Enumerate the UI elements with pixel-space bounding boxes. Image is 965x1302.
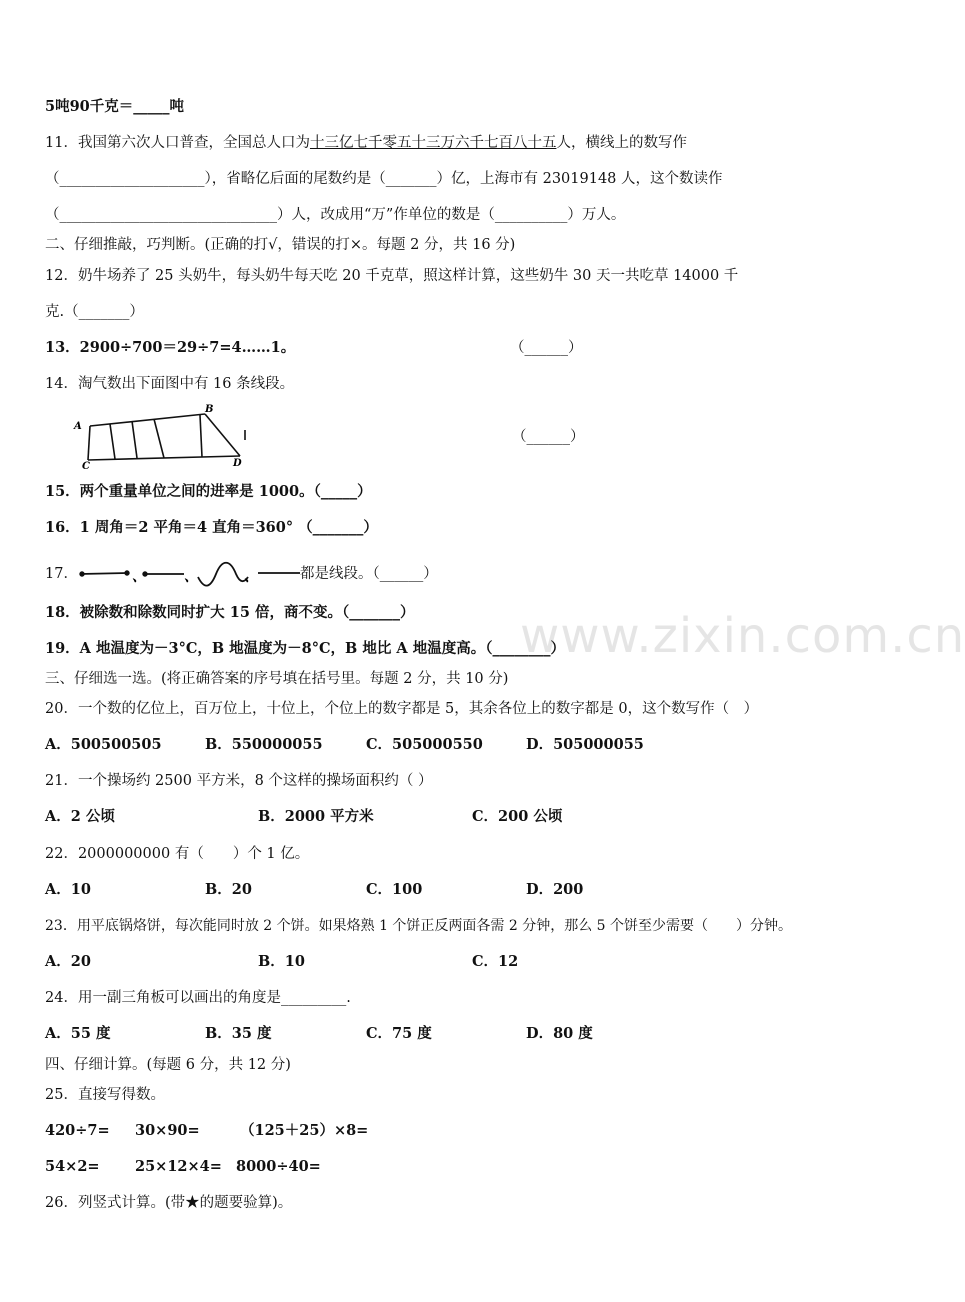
- q23: 23．用平底锅烙饼，每次能同时放 2 个饼。如果烙熟 1 个饼正反两面各需 2 分钟，那么 5 个饼至少需要（ ）分钟。: [45, 918, 793, 934]
- q21: 21．一个操场约 2500 平方米，8 个这样的操场面积约（ ）: [45, 773, 433, 789]
- q24-option-d[interactable]: D．80 度: [526, 1025, 593, 1042]
- q21-option-c[interactable]: C．200 公顷: [472, 808, 563, 825]
- q19: 19．A 地温度为－3°C，B 地温度为－8°C，B 地比 A 地温度高。（________）: [45, 640, 565, 657]
- line-segment-figure: [70, 402, 260, 472]
- q17-number: 17．: [45, 566, 78, 582]
- q11-text-a: 11．我国第六次人口普查，全国总人口为: [45, 135, 310, 151]
- q20-option-b[interactable]: B．550000055: [205, 736, 323, 753]
- q17-separator-3: 、: [243, 569, 258, 585]
- q17-text: 都是线段。（______）: [299, 566, 438, 582]
- q11-line1: [45, 133, 687, 153]
- calc-30-x-90: 30×90=: [135, 1122, 200, 1139]
- q24-option-a[interactable]: A．55 度: [45, 1025, 111, 1042]
- q14-answer-blank: （______）: [512, 429, 585, 445]
- q22-option-d[interactable]: D．200: [526, 881, 584, 898]
- q26: 26．列竖式计算。(带★的题要验算)。: [45, 1195, 293, 1211]
- q10-tail: 5吨90千克＝_____吨: [45, 98, 185, 115]
- q23-option-c[interactable]: C．12: [472, 953, 519, 970]
- q15: 15．两个重量单位之间的进率是 1000。（_____）: [45, 483, 372, 500]
- q11-text-b: 人，横线上的数写作: [556, 135, 687, 151]
- q22-option-b[interactable]: B．20: [205, 881, 252, 898]
- q17-separator-2: 、: [183, 569, 198, 585]
- q24-option-b[interactable]: B．35 度: [205, 1025, 272, 1042]
- q25: 25．直接写得数。: [45, 1087, 165, 1103]
- label-d: D: [233, 458, 242, 469]
- calc-54-x-2: 54×2=: [45, 1158, 100, 1175]
- calc-420-div-7: 420÷7=: [45, 1122, 110, 1139]
- calc-25-x-12-x-4: 25×12×4=: [135, 1158, 222, 1175]
- q11-underlined-number: 十三亿七千零五十三万六千七百八十五: [309, 135, 557, 151]
- q12-line1: 12．奶牛场养了 25 头奶牛，每头奶牛每天吃 20 千克草，照这样计算，这些奶牛 30 天一共吃草 14000 千: [45, 268, 739, 284]
- section-4-heading: 四、仔细计算。(每题 6 分，共 12 分): [45, 1057, 291, 1073]
- q21-option-b[interactable]: B．2000 平方米: [258, 808, 374, 825]
- q23-option-a[interactable]: A．20: [45, 953, 91, 970]
- section-3-heading: 三、仔细选一选。(将正确答案的序号填在括号里。每题 2 分，共 10 分): [45, 671, 509, 687]
- q23-option-b[interactable]: B．10: [258, 953, 305, 970]
- label-c: C: [82, 461, 90, 472]
- q24: 24．用一副三角板可以画出的角度是_________.: [45, 990, 351, 1006]
- calc-8000-div-40: 8000÷40=: [236, 1158, 321, 1175]
- q17-separator-1: 、: [131, 569, 146, 585]
- watermark: www.zixin.com.cn: [520, 608, 965, 664]
- q20-option-a[interactable]: A．500500505: [45, 736, 162, 753]
- q22-option-a[interactable]: A．10: [45, 881, 91, 898]
- q20-option-c[interactable]: C．505000550: [366, 736, 483, 753]
- q12-line2: 克.（_______）: [45, 304, 144, 320]
- q20-option-d[interactable]: D．505000055: [526, 736, 644, 753]
- section-2-heading: 二、仔细推敲，巧判断。(正确的打√，错误的打×。每题 2 分，共 16 分): [45, 237, 516, 253]
- q20: 20．一个数的亿位上，百万位上，十位上，个位上的数字都是 5，其余各位上的数字都是 0，这个数写作（ ）: [45, 701, 759, 717]
- q14: 14．淘气数出下面图中有 16 条线段。: [45, 376, 295, 392]
- q11-line2: （____________________），省略亿后面的尾数约是（_______）亿，上海市有 23019148 人，这个数读作: [45, 171, 723, 187]
- q22-option-c[interactable]: C．100: [366, 881, 423, 898]
- q22: 22．2000000000 有（ ）个 1 亿。: [45, 846, 310, 862]
- calc-125-plus-25-x-8: （125＋25）×8=: [240, 1122, 369, 1139]
- label-b: B: [205, 404, 214, 415]
- label-a: A: [74, 421, 82, 432]
- q13: 13．2900÷700＝29÷7=4……1。: [45, 339, 296, 356]
- q18: 18．被除数和除数同时扩大 15 倍，商不变。（_______）: [45, 604, 415, 621]
- q16: 16．1 周角＝2 平角＝4 直角＝360° （_______）: [45, 519, 378, 536]
- q24-option-c[interactable]: C．75 度: [366, 1025, 432, 1042]
- segment-shapes-icon: [78, 561, 300, 587]
- q17: [45, 561, 438, 587]
- q13-answer-blank: （______）: [510, 340, 583, 356]
- q11-line3: （______________________________）人，改成用“万”作单位的数是（__________）万人。: [45, 207, 626, 223]
- q21-option-a[interactable]: A．2 公顷: [45, 808, 115, 825]
